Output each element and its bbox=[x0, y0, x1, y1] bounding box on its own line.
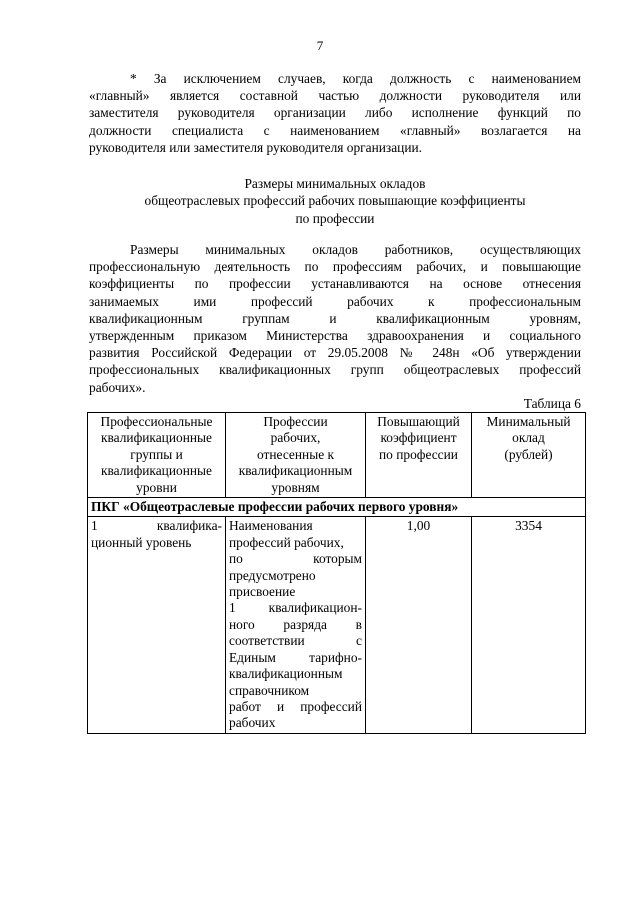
cell-line: квалификационным bbox=[229, 666, 343, 682]
cell-line: 1 квалифика- bbox=[91, 518, 222, 534]
intro-line: рабочих». bbox=[89, 379, 146, 395]
table-header-row bbox=[88, 413, 586, 498]
cell-line: ного разряда в bbox=[229, 616, 362, 632]
footnote-line: * За исключением случаев, когда должность с наименованием bbox=[130, 71, 581, 86]
salary-table bbox=[87, 412, 586, 734]
header-line: рабочих, bbox=[270, 430, 321, 446]
intro-line: занимаемых ими профессий рабочих к профессиональным bbox=[89, 293, 581, 309]
header-line: коэффициент bbox=[380, 430, 457, 446]
header-line: оклад bbox=[512, 430, 545, 446]
cell-line: рабочих bbox=[229, 715, 276, 731]
cell-line: справочником bbox=[229, 682, 310, 698]
header-line: уровням bbox=[271, 479, 320, 495]
cell-coefficient: 1,00 bbox=[366, 517, 472, 733]
cell-line: 1 квалификацион- bbox=[229, 600, 362, 616]
footnote-line: должности специалиста с наименованием «главный» возлагается на bbox=[89, 122, 581, 138]
table-caption: Таблица 6 bbox=[523, 396, 581, 411]
footnote-line: «главный» является составной частью должности руководителя или bbox=[89, 88, 581, 104]
cell-line: по которым bbox=[229, 551, 362, 567]
footnote-line: руководителя или заместителя руководителя организации. bbox=[89, 139, 423, 155]
header-line: квалификационные bbox=[101, 430, 212, 446]
header-line: Минимальный bbox=[486, 414, 571, 429]
intro-line: профессиональных квалификационных групп общеотраслевых профессий bbox=[89, 362, 581, 378]
header-line: по профессии bbox=[379, 446, 458, 462]
group-title: ПКГ «Общеотраслевые профессии рабочих первого уровня» bbox=[88, 498, 586, 517]
cell-line: присвоение bbox=[229, 584, 296, 600]
header-coefficient bbox=[366, 413, 472, 498]
table-row bbox=[88, 517, 586, 733]
footnote-paragraph bbox=[89, 70, 581, 156]
header-line: квалификационные bbox=[101, 463, 212, 479]
heading-line: общеотраслевых профессий рабочих повышающие коэффициенты bbox=[144, 193, 526, 209]
header-line: Повышающий bbox=[377, 414, 460, 429]
intro-paragraph bbox=[89, 241, 581, 396]
cell-line: Наименования bbox=[229, 518, 313, 534]
cell-line: соответствии с bbox=[229, 633, 362, 649]
heading-line: Размеры минимальных окладов bbox=[244, 176, 426, 191]
page-number: 7 bbox=[316, 38, 324, 53]
table-group-row bbox=[88, 498, 586, 517]
header-line: группы и bbox=[130, 446, 183, 462]
header-line: Профессиональные bbox=[100, 414, 213, 429]
cell-line: предусмотрено bbox=[229, 567, 316, 583]
cell-professions bbox=[226, 517, 366, 733]
section-heading bbox=[89, 175, 581, 227]
header-line: уровни bbox=[136, 479, 177, 495]
intro-line: квалификационным группам и квалификационным уровням, bbox=[89, 310, 581, 326]
cell-line: ционный уровень bbox=[91, 534, 192, 550]
header-line: Профессии bbox=[263, 414, 328, 429]
header-professions bbox=[226, 413, 366, 498]
header-qualification-groups bbox=[88, 413, 226, 498]
intro-line: утвержденным приказом Министерства здравоохранения и социального bbox=[89, 328, 581, 344]
intro-line: профессиональную деятельность по профессиям рабочих, и повышающие bbox=[89, 259, 581, 275]
intro-line: коэффициенты по профессии устанавливаются на основе отнесения bbox=[89, 276, 581, 292]
cell-qualification-level bbox=[88, 517, 226, 733]
footnote-line: заместителя руководителя организации либо исполнение функций по bbox=[89, 105, 581, 121]
header-line: (рублей) bbox=[504, 446, 553, 462]
cell-line: работ и профессий bbox=[229, 698, 362, 714]
header-line: квалификационным bbox=[238, 463, 353, 479]
header-line: отнесенные к bbox=[257, 446, 334, 462]
heading-line: по профессии bbox=[295, 210, 375, 226]
intro-line: развития Российской Федерации от 29.05.2008 № 248н «Об утверждении bbox=[89, 345, 581, 361]
header-min-salary bbox=[472, 413, 586, 498]
cell-line: Единым тарифно- bbox=[229, 649, 362, 665]
intro-line: Размеры минимальных окладов работников, осуществляющих bbox=[130, 242, 581, 257]
cell-min-salary: 3354 bbox=[472, 517, 586, 733]
cell-line: профессий рабочих, bbox=[229, 534, 344, 550]
